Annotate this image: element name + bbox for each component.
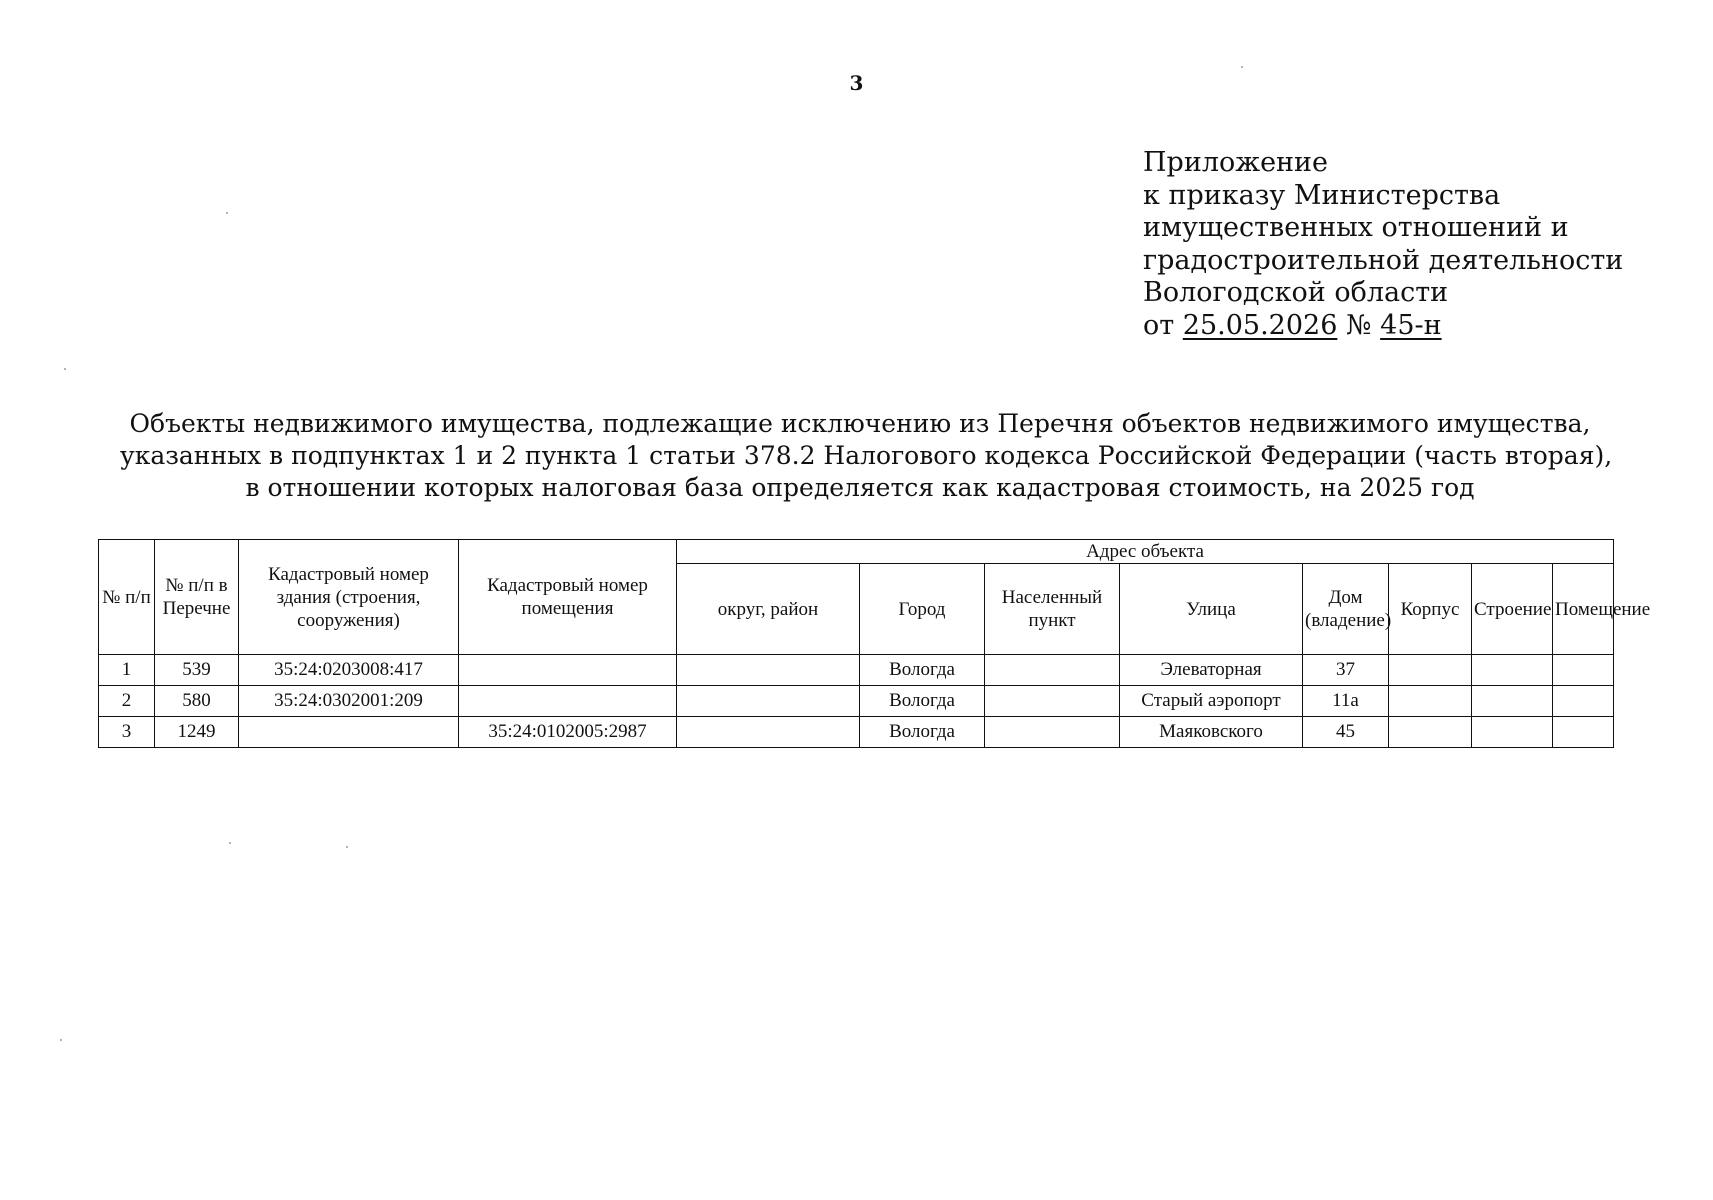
cell-num: 1 [99, 655, 155, 686]
date-prefix: от [1143, 309, 1175, 341]
cell-premises-cadastral [459, 655, 677, 686]
header-building-cadastral: Кадастровый номер здания (строения, сооружения) [239, 540, 459, 655]
cell-street: Маяковского [1120, 717, 1303, 748]
cell-building-cadastral: 35:24:0302001:209 [239, 686, 459, 717]
cell-block [1389, 655, 1472, 686]
cell-street: Элеваторная [1120, 655, 1303, 686]
cell-block [1389, 686, 1472, 717]
order-number: 45-н [1380, 309, 1442, 341]
cell-locality [985, 717, 1120, 748]
header-premises: Помещение [1553, 564, 1614, 655]
scan-speck [64, 368, 66, 370]
title-line: в отношении которых налоговая база определяется как кадастровая стоимость, на 2025 год [245, 473, 1475, 502]
header-num: № п/п [99, 540, 155, 655]
page-number: 3 [849, 71, 864, 95]
number-sign: № [1345, 309, 1372, 341]
title-line: указанных в подпунктах 1 и 2 пункта 1 статьи 378.2 Налогового кодекса Российской Федерации (часть вторая), [120, 441, 1613, 470]
cell-premises [1553, 655, 1614, 686]
header-district: округ, район [677, 564, 860, 655]
cell-street: Старый аэропорт [1120, 686, 1303, 717]
scan-speck [60, 1039, 62, 1041]
table-row [99, 686, 1614, 717]
cell-building-cadastral: 35:24:0203008:417 [239, 655, 459, 686]
table-row [99, 655, 1614, 686]
scan-speck [229, 842, 231, 844]
cell-structure [1472, 686, 1553, 717]
header-address-group: Адрес объекта [677, 540, 1614, 564]
cell-district [677, 717, 860, 748]
cell-city: Вологда [860, 686, 985, 717]
table-row [99, 717, 1614, 748]
document-title [120, 408, 1613, 504]
header-premises-cadastral: Кадастровый номер помещения [459, 540, 677, 655]
cell-structure [1472, 655, 1553, 686]
cell-district [677, 686, 860, 717]
cell-city: Вологда [860, 717, 985, 748]
cell-list-num: 1249 [155, 717, 239, 748]
cell-premises-cadastral: 35:24:0102005:2987 [459, 717, 677, 748]
order-date: 25.05.2026 [1182, 309, 1338, 341]
header-row [99, 540, 1614, 564]
cell-num: 2 [99, 686, 155, 717]
header-city: Город [860, 564, 985, 655]
header-house: Дом (владение) [1303, 564, 1389, 655]
scan-speck [1241, 66, 1243, 68]
table-header [99, 540, 1651, 655]
header-street: Улица [1120, 564, 1303, 655]
appendix-line: имущественных отношений и [1143, 212, 1569, 243]
cell-block [1389, 717, 1472, 748]
appendix-line: градостроительной деятельности [1143, 244, 1624, 276]
scan-speck [226, 212, 228, 214]
title-line: Объекты недвижимого имущества, подлежащие исключению из Перечня объектов недвижимого имущества, [129, 409, 1591, 438]
appendix-line: к приказу Министерства [1143, 179, 1501, 211]
cell-locality [985, 655, 1120, 686]
table-body [99, 655, 1614, 748]
appendix-line: Вологодской области [1143, 277, 1449, 308]
header-block: Корпус [1389, 564, 1472, 655]
appendix-block [1143, 147, 1623, 342]
cell-house: 45 [1303, 717, 1389, 748]
header-structure: Строение [1472, 564, 1553, 655]
cell-premises-cadastral [459, 686, 677, 717]
cell-list-num: 539 [155, 655, 239, 686]
cell-house: 11а [1303, 686, 1389, 717]
cell-list-num: 580 [155, 686, 239, 717]
cell-locality [985, 686, 1120, 717]
cell-city: Вологда [860, 655, 985, 686]
cell-num: 3 [99, 717, 155, 748]
appendix-date-line [1143, 310, 1623, 343]
cell-premises [1553, 686, 1614, 717]
cell-premises [1553, 717, 1614, 748]
cell-district [677, 655, 860, 686]
header-list-num: № п/п в Перечне [155, 540, 239, 655]
cell-structure [1472, 717, 1553, 748]
cell-building-cadastral [239, 717, 459, 748]
appendix-heading: Приложение [1143, 147, 1329, 178]
header-locality: Населенный пункт [985, 564, 1120, 655]
cell-house: 37 [1303, 655, 1389, 686]
scan-speck [346, 846, 348, 848]
objects-table [98, 539, 1651, 748]
